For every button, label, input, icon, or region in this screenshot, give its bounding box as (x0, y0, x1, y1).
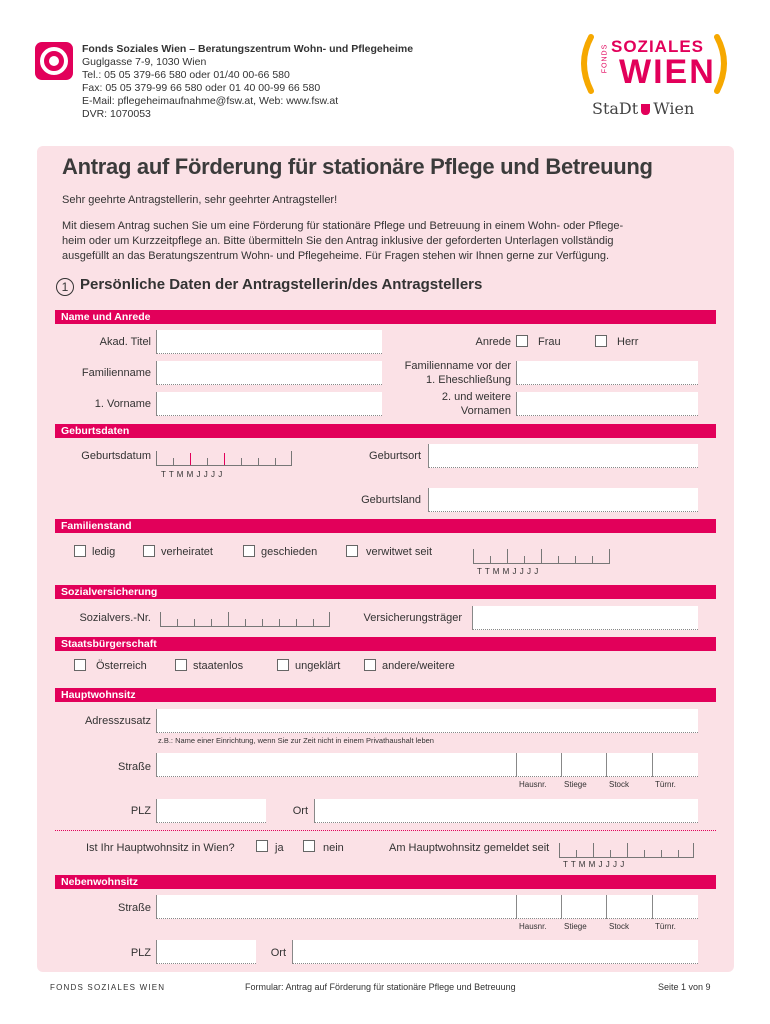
header-tel: Tel.: 05 05 379-66 580 oder 01/40 00-66 580 (82, 69, 290, 81)
ort-field[interactable] (314, 799, 698, 823)
bar-staatsbuergerschaft: Staatsbürgerschaft (55, 637, 716, 651)
label-nein: nein (323, 842, 344, 854)
neben-hausnr-field[interactable] (516, 895, 561, 919)
checkbox-staatenlos[interactable] (175, 659, 187, 671)
section-title: Persönliche Daten der Antragstellerin/des Antragstellers (80, 276, 483, 293)
header-email: E-Mail: pflegeheimaufnahme@fsw.at, Web: www.fsw.at (82, 95, 339, 107)
label-neben-stock: Stock (609, 922, 630, 931)
label-familienname-vor-1: Familienname vor der (404, 360, 511, 372)
fsw-target-logo-icon (35, 42, 73, 80)
neben-plz-field[interactable] (156, 940, 256, 964)
label-ja: ja (275, 842, 284, 854)
label-akad-titel: Akad. Titel (99, 336, 151, 348)
logo-fonds-text: FONDS (601, 43, 609, 74)
label-frau: Frau (538, 336, 561, 348)
neben-stock-field[interactable] (606, 895, 652, 919)
checkbox-andere[interactable] (364, 659, 376, 671)
adresszusatz-field[interactable] (156, 709, 698, 733)
label-geburtsort: Geburtsort (369, 450, 421, 462)
plz-field[interactable] (156, 799, 266, 823)
bar-geburtsdaten: Geburtsdaten (55, 424, 716, 438)
logo-stadt-text: StaDt (592, 99, 639, 118)
bar-hauptwohnsitz: Hauptwohnsitz (55, 688, 716, 702)
label-familienname-vor-2: 1. Eheschließung (426, 374, 511, 386)
neben-ort-field[interactable] (292, 940, 698, 964)
vorname-field[interactable] (156, 392, 382, 416)
stiege-field[interactable] (561, 753, 606, 777)
label-neben-hausnr: Hausnr. (519, 922, 547, 931)
geburtsdatum-hint: T T M M J J J J (161, 470, 223, 479)
label-geburtsland: Geburtsland (361, 494, 421, 506)
label-neben-strasse: Straße (117, 902, 151, 914)
label-andere-weitere: andere/weitere (382, 660, 455, 672)
verwitwet-datum-field[interactable] (473, 550, 610, 564)
bar-name-anrede: Name und Anrede (55, 310, 716, 324)
checkbox-frau[interactable] (516, 335, 528, 347)
header-address: Guglgasse 7-9, 1030 Wien (82, 56, 207, 68)
logo-wien-text: WIEN (619, 53, 716, 91)
verwitwet-datum-hint: T T M M J J J J (477, 567, 539, 576)
checkbox-verheiratet[interactable] (143, 545, 155, 557)
bar-nebenwohnsitz: Nebenwohnsitz (55, 875, 716, 889)
logo-stadt-wien (592, 99, 694, 118)
checkbox-nein[interactable] (303, 840, 315, 852)
label-vorname: 1. Vorname (94, 398, 151, 410)
header-address-block (82, 43, 413, 121)
label-hauptwohnsitz-wien-question: Ist Ihr Hauptwohnsitz in Wien? (86, 842, 235, 854)
form-title: Antrag auf Förderung für stationäre Pflege und Betreuung (62, 154, 653, 179)
label-neben-ort: Ort (270, 947, 286, 959)
section-number: 1 (56, 278, 74, 296)
adresszusatz-hint: z.B.: Name einer Einrichtung, wenn Sie zur Zeit nicht in einem Privathaushalt leben (158, 736, 434, 745)
familienname-field[interactable] (156, 361, 382, 385)
versicherungstraeger-field[interactable] (472, 606, 698, 630)
intro-line-2: heim oder um Kurzzeitpflege an. Bitte übermitteln Sie den Antrag inklusive der geforderten Unterlagen vollständig (62, 235, 614, 247)
label-neben-tuer: Türnr. (655, 922, 676, 931)
label-anrede: Anrede (475, 336, 511, 348)
checkbox-ja[interactable] (256, 840, 268, 852)
weitere-vornamen-field[interactable] (516, 392, 698, 416)
bar-familienstand: Familienstand (55, 519, 716, 533)
strasse-field[interactable] (156, 753, 516, 777)
footer-org: FONDS SOZIALES WIEN (50, 983, 166, 992)
divider (55, 830, 716, 831)
label-familienname: Familienname (81, 367, 151, 379)
label-plz: PLZ (130, 805, 151, 817)
header-dvr: DVR: 1070053 (82, 108, 151, 120)
label-ort: Ort (292, 805, 308, 817)
label-neben-plz: PLZ (130, 947, 151, 959)
label-ledig: ledig (92, 546, 116, 558)
soziales-wien-logo (575, 33, 735, 123)
gemeldet-seit-datum-field[interactable] (559, 844, 694, 858)
label-hausnr: Hausnr. (519, 780, 547, 789)
geburtsort-field[interactable] (428, 444, 698, 468)
greeting: Sehr geehrte Antragstellerin, sehr geehrter Antragsteller! (62, 194, 338, 206)
checkbox-ungeklaert[interactable] (277, 659, 289, 671)
label-stiege: Stiege (564, 780, 587, 789)
checkbox-ledig[interactable] (74, 545, 86, 557)
tuer-field[interactable] (652, 753, 698, 777)
header-org-line: Fonds Soziales Wien – Beratungszentrum Wohn- und Pflegeheime (82, 43, 414, 55)
neben-stiege-field[interactable] (561, 895, 606, 919)
label-weitere-vornamen-1: 2. und weitere (441, 391, 511, 403)
footer-page-number: Seite 1 von 9 (658, 982, 711, 992)
geburtsland-field[interactable] (428, 488, 698, 512)
label-tuer: Türnr. (655, 780, 676, 789)
checkbox-geschieden[interactable] (243, 545, 255, 557)
gemeldet-seit-hint: T T M M J J J J (563, 860, 625, 869)
label-sozialvers-nr: Sozialvers.-Nr. (79, 612, 151, 624)
label-verheiratet: verheiratet (161, 546, 213, 558)
label-verwitwet-seit: verwitwet seit (366, 546, 433, 558)
label-staatenlos: staatenlos (193, 660, 244, 672)
logo-wien-small-text: Wien (653, 99, 695, 118)
bar-sozialversicherung: Sozialversicherung (55, 585, 716, 599)
footer-form-name: Formular: Antrag auf Förderung für stationäre Pflege und Betreuung (245, 982, 516, 992)
geburtsdatum-field[interactable] (156, 452, 292, 466)
label-versicherungstraeger: Versicherungsträger (363, 612, 462, 624)
label-weitere-vornamen-2: Vornamen (460, 405, 511, 417)
checkbox-oesterreich[interactable] (74, 659, 86, 671)
label-strasse: Straße (117, 761, 151, 773)
akad-titel-field[interactable] (156, 330, 382, 354)
label-geburtsdatum: Geburtsdatum (81, 450, 151, 462)
checkbox-herr[interactable] (595, 335, 607, 347)
label-gemeldet-seit: Am Hauptwohnsitz gemeldet seit (389, 842, 550, 854)
familienname-vor-ehe-field[interactable] (516, 361, 698, 385)
logo-soziales-text: SOZIALES (611, 37, 705, 56)
hausnr-field[interactable] (516, 753, 561, 777)
label-oesterreich: Österreich (96, 660, 147, 672)
neben-strasse-field[interactable] (156, 895, 516, 919)
label-ungeklaert: ungeklärt (295, 660, 341, 672)
intro-line-1: Mit diesem Antrag suchen Sie um eine Förderung für stationäre Pflege und Betreuung in einem Wohn- oder Pflege- (62, 220, 624, 232)
checkbox-verwitwet[interactable] (346, 545, 358, 557)
label-adresszusatz: Adresszusatz (84, 715, 151, 727)
label-stock: Stock (609, 780, 630, 789)
logo-shield-icon (641, 104, 650, 115)
header-fax: Fax: 05 05 379-99 66 580 oder 01 40 00-99 66 580 (82, 82, 321, 94)
label-geschieden: geschieden (261, 546, 318, 558)
neben-tuer-field[interactable] (652, 895, 698, 919)
stock-field[interactable] (606, 753, 652, 777)
intro-line-3: ausgefüllt an das Beratungszentrum Wohn- und Pflegeheime. Für Fragen stehen wir Ihnen gerne zur Verfügung. (62, 250, 610, 262)
sozialvers-nr-field[interactable] (160, 613, 330, 627)
label-herr: Herr (617, 336, 639, 348)
label-neben-stiege: Stiege (564, 922, 587, 931)
